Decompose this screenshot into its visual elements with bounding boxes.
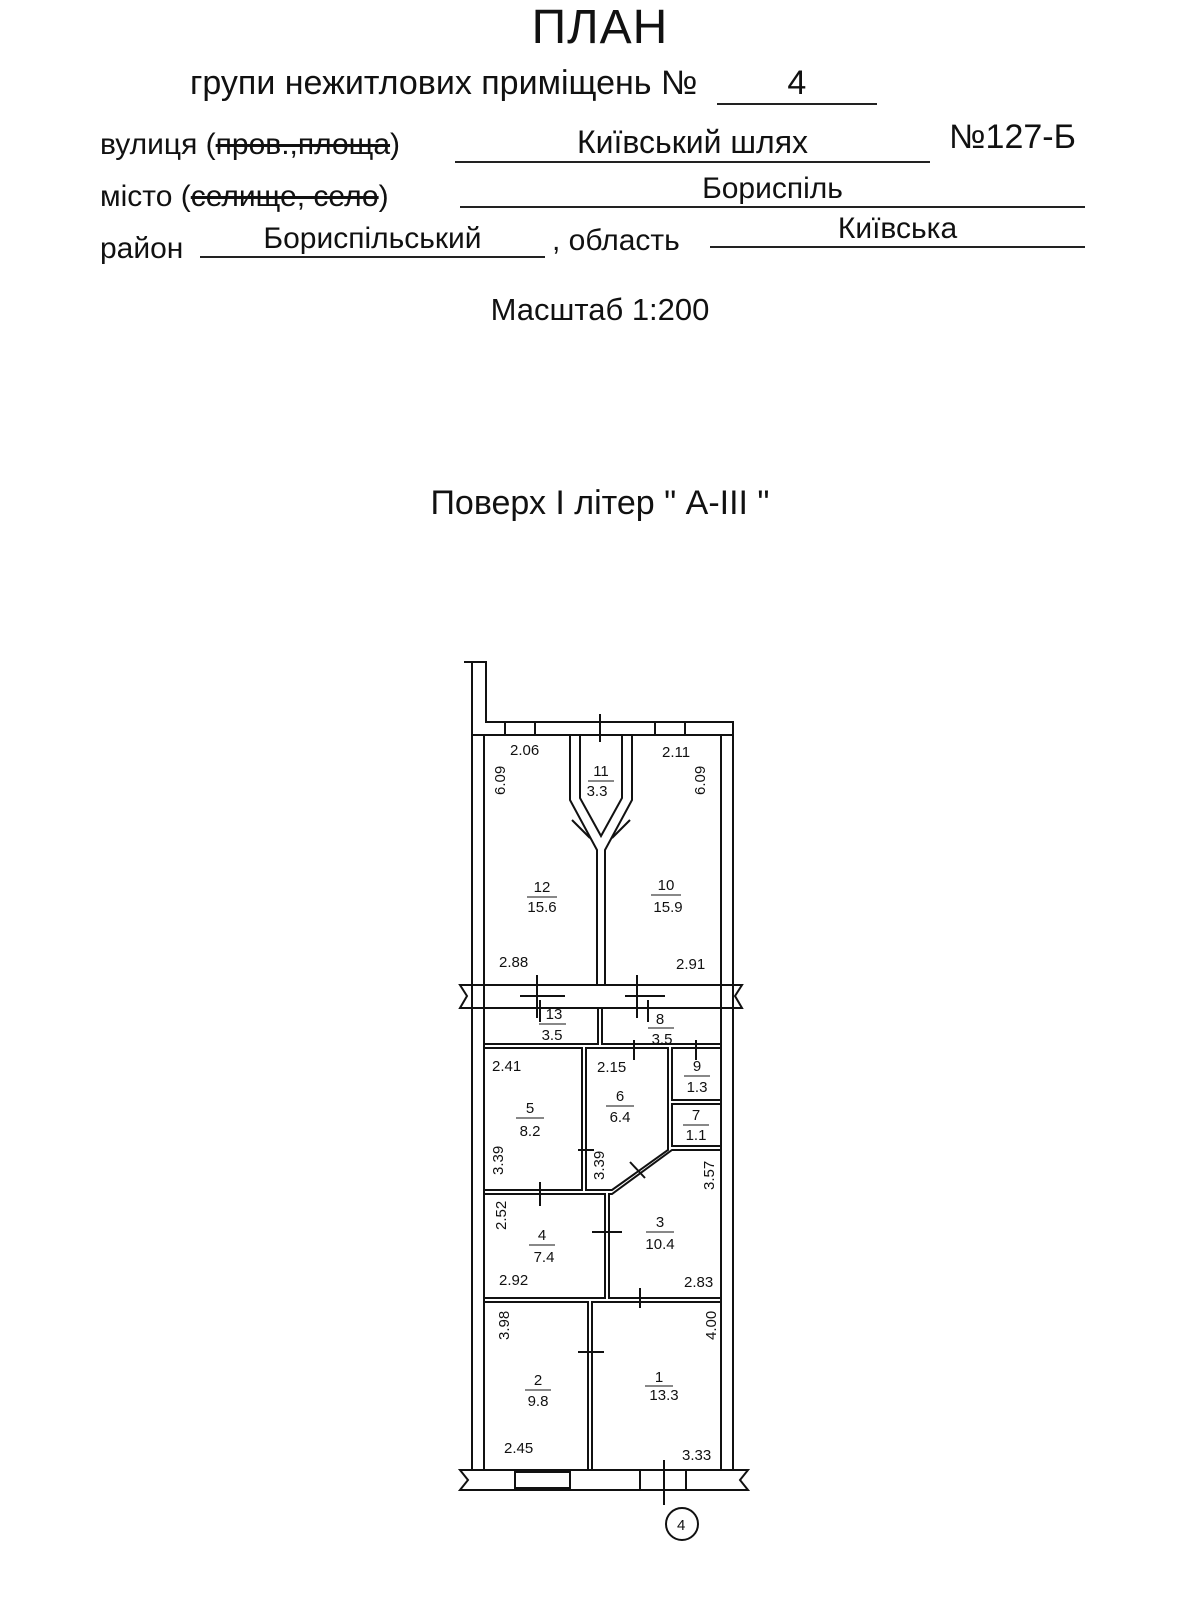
room-area: 13.3 xyxy=(649,1387,679,1404)
room-number: 8 xyxy=(655,1011,665,1028)
room-10 xyxy=(651,877,683,916)
floor-title: Поверх І літер " А-ІІІ " xyxy=(430,484,770,522)
door-11a xyxy=(572,820,590,838)
room-number: 13 xyxy=(545,1006,563,1023)
room-area: 3.5 xyxy=(651,1031,673,1048)
house-number: №127-Б xyxy=(949,118,1076,156)
room-5 xyxy=(516,1100,544,1140)
room-number: 6 xyxy=(615,1088,625,1105)
district-label: район xyxy=(100,232,184,265)
room-area: 10.4 xyxy=(645,1236,675,1253)
corridor-band xyxy=(460,985,742,1008)
dimension: 3.33 xyxy=(682,1447,712,1464)
door-11b xyxy=(612,820,630,838)
dimension: 3.57 xyxy=(701,1160,718,1190)
street-value: Київський шлях xyxy=(455,124,930,163)
room-8 xyxy=(648,1011,674,1048)
room-area: 1.1 xyxy=(685,1127,707,1144)
dimension: 3.98 xyxy=(496,1310,513,1340)
dimension: 2.45 xyxy=(504,1440,534,1457)
dimension: 2.91 xyxy=(676,956,706,973)
city-value: Бориспіль xyxy=(460,172,1085,208)
room-number: 12 xyxy=(533,879,551,896)
room-9 xyxy=(684,1058,710,1096)
dimension: 2.83 xyxy=(684,1274,714,1291)
room-area: 7.4 xyxy=(533,1249,555,1266)
subtitle-text: групи нежитлових приміщень № xyxy=(190,64,698,102)
dimension: 2.11 xyxy=(662,744,691,761)
city-label: місто xyxy=(100,180,173,213)
room-3 xyxy=(645,1214,674,1253)
scale-label: Масштаб 1:200 xyxy=(490,292,710,327)
room-area: 15.9 xyxy=(653,899,683,916)
room-area: 3.5 xyxy=(541,1027,563,1044)
room-2 xyxy=(525,1372,551,1410)
room-4 xyxy=(529,1227,555,1266)
dimension: 6.09 xyxy=(492,765,509,795)
street-struck-open: ( xyxy=(205,128,216,161)
room-area: 15.6 xyxy=(527,899,557,916)
room-area: 3.3 xyxy=(586,783,608,800)
dimension: 2.52 xyxy=(493,1200,510,1230)
dimension: 2.06 xyxy=(510,742,540,759)
district-value: Бориспільський xyxy=(200,222,545,258)
region-value: Київська xyxy=(710,212,1085,248)
dimension: 2.15 xyxy=(597,1059,627,1076)
axis-mark: 4 xyxy=(677,1517,686,1534)
room-7 xyxy=(683,1107,709,1144)
bottom-wall xyxy=(460,1470,748,1490)
dimension: 6.09 xyxy=(692,765,709,795)
room-6 xyxy=(606,1088,634,1126)
page-title: ПЛАН xyxy=(531,1,669,54)
region-label: , область xyxy=(552,224,680,257)
room-number: 4 xyxy=(537,1227,547,1244)
dimension: 2.88 xyxy=(499,954,529,971)
window-top-left xyxy=(505,722,535,735)
room-number: 9 xyxy=(692,1058,702,1075)
room-12 xyxy=(527,879,557,916)
window-bottom xyxy=(515,1472,570,1488)
city-struck-text: селище, село xyxy=(190,180,379,213)
room-area: 6.4 xyxy=(609,1109,631,1126)
room-number: 1 xyxy=(654,1369,664,1386)
dimension: 3.39 xyxy=(591,1150,608,1180)
room-11 xyxy=(587,763,614,800)
street-label: вулиця xyxy=(100,128,198,161)
room-number: 10 xyxy=(657,877,675,894)
wall-11-right xyxy=(605,735,632,985)
room-area: 1.3 xyxy=(686,1079,708,1096)
dimension: 2.41 xyxy=(492,1058,522,1075)
room-number: 2 xyxy=(533,1372,543,1389)
city-struck-close: ) xyxy=(378,180,389,213)
room-number: 5 xyxy=(525,1100,535,1117)
room-area: 9.8 xyxy=(527,1393,549,1410)
room-labels xyxy=(516,763,710,1410)
room-area: 8.2 xyxy=(519,1123,541,1140)
dimension: 3.39 xyxy=(490,1145,507,1175)
room-number: 3 xyxy=(655,1214,665,1231)
group-number: 4 xyxy=(717,64,877,105)
street-struck-text: пров.,площа xyxy=(215,128,391,161)
room-1 xyxy=(645,1369,679,1404)
dimension: 4.00 xyxy=(703,1310,720,1340)
dimension: 2.92 xyxy=(499,1272,529,1289)
room-number: 7 xyxy=(691,1107,701,1124)
room-13 xyxy=(539,1006,566,1044)
room-number: 11 xyxy=(593,763,609,780)
window-top-right xyxy=(655,722,685,735)
street-struck-close: ) xyxy=(390,128,401,161)
city-struck-open: ( xyxy=(180,180,191,213)
